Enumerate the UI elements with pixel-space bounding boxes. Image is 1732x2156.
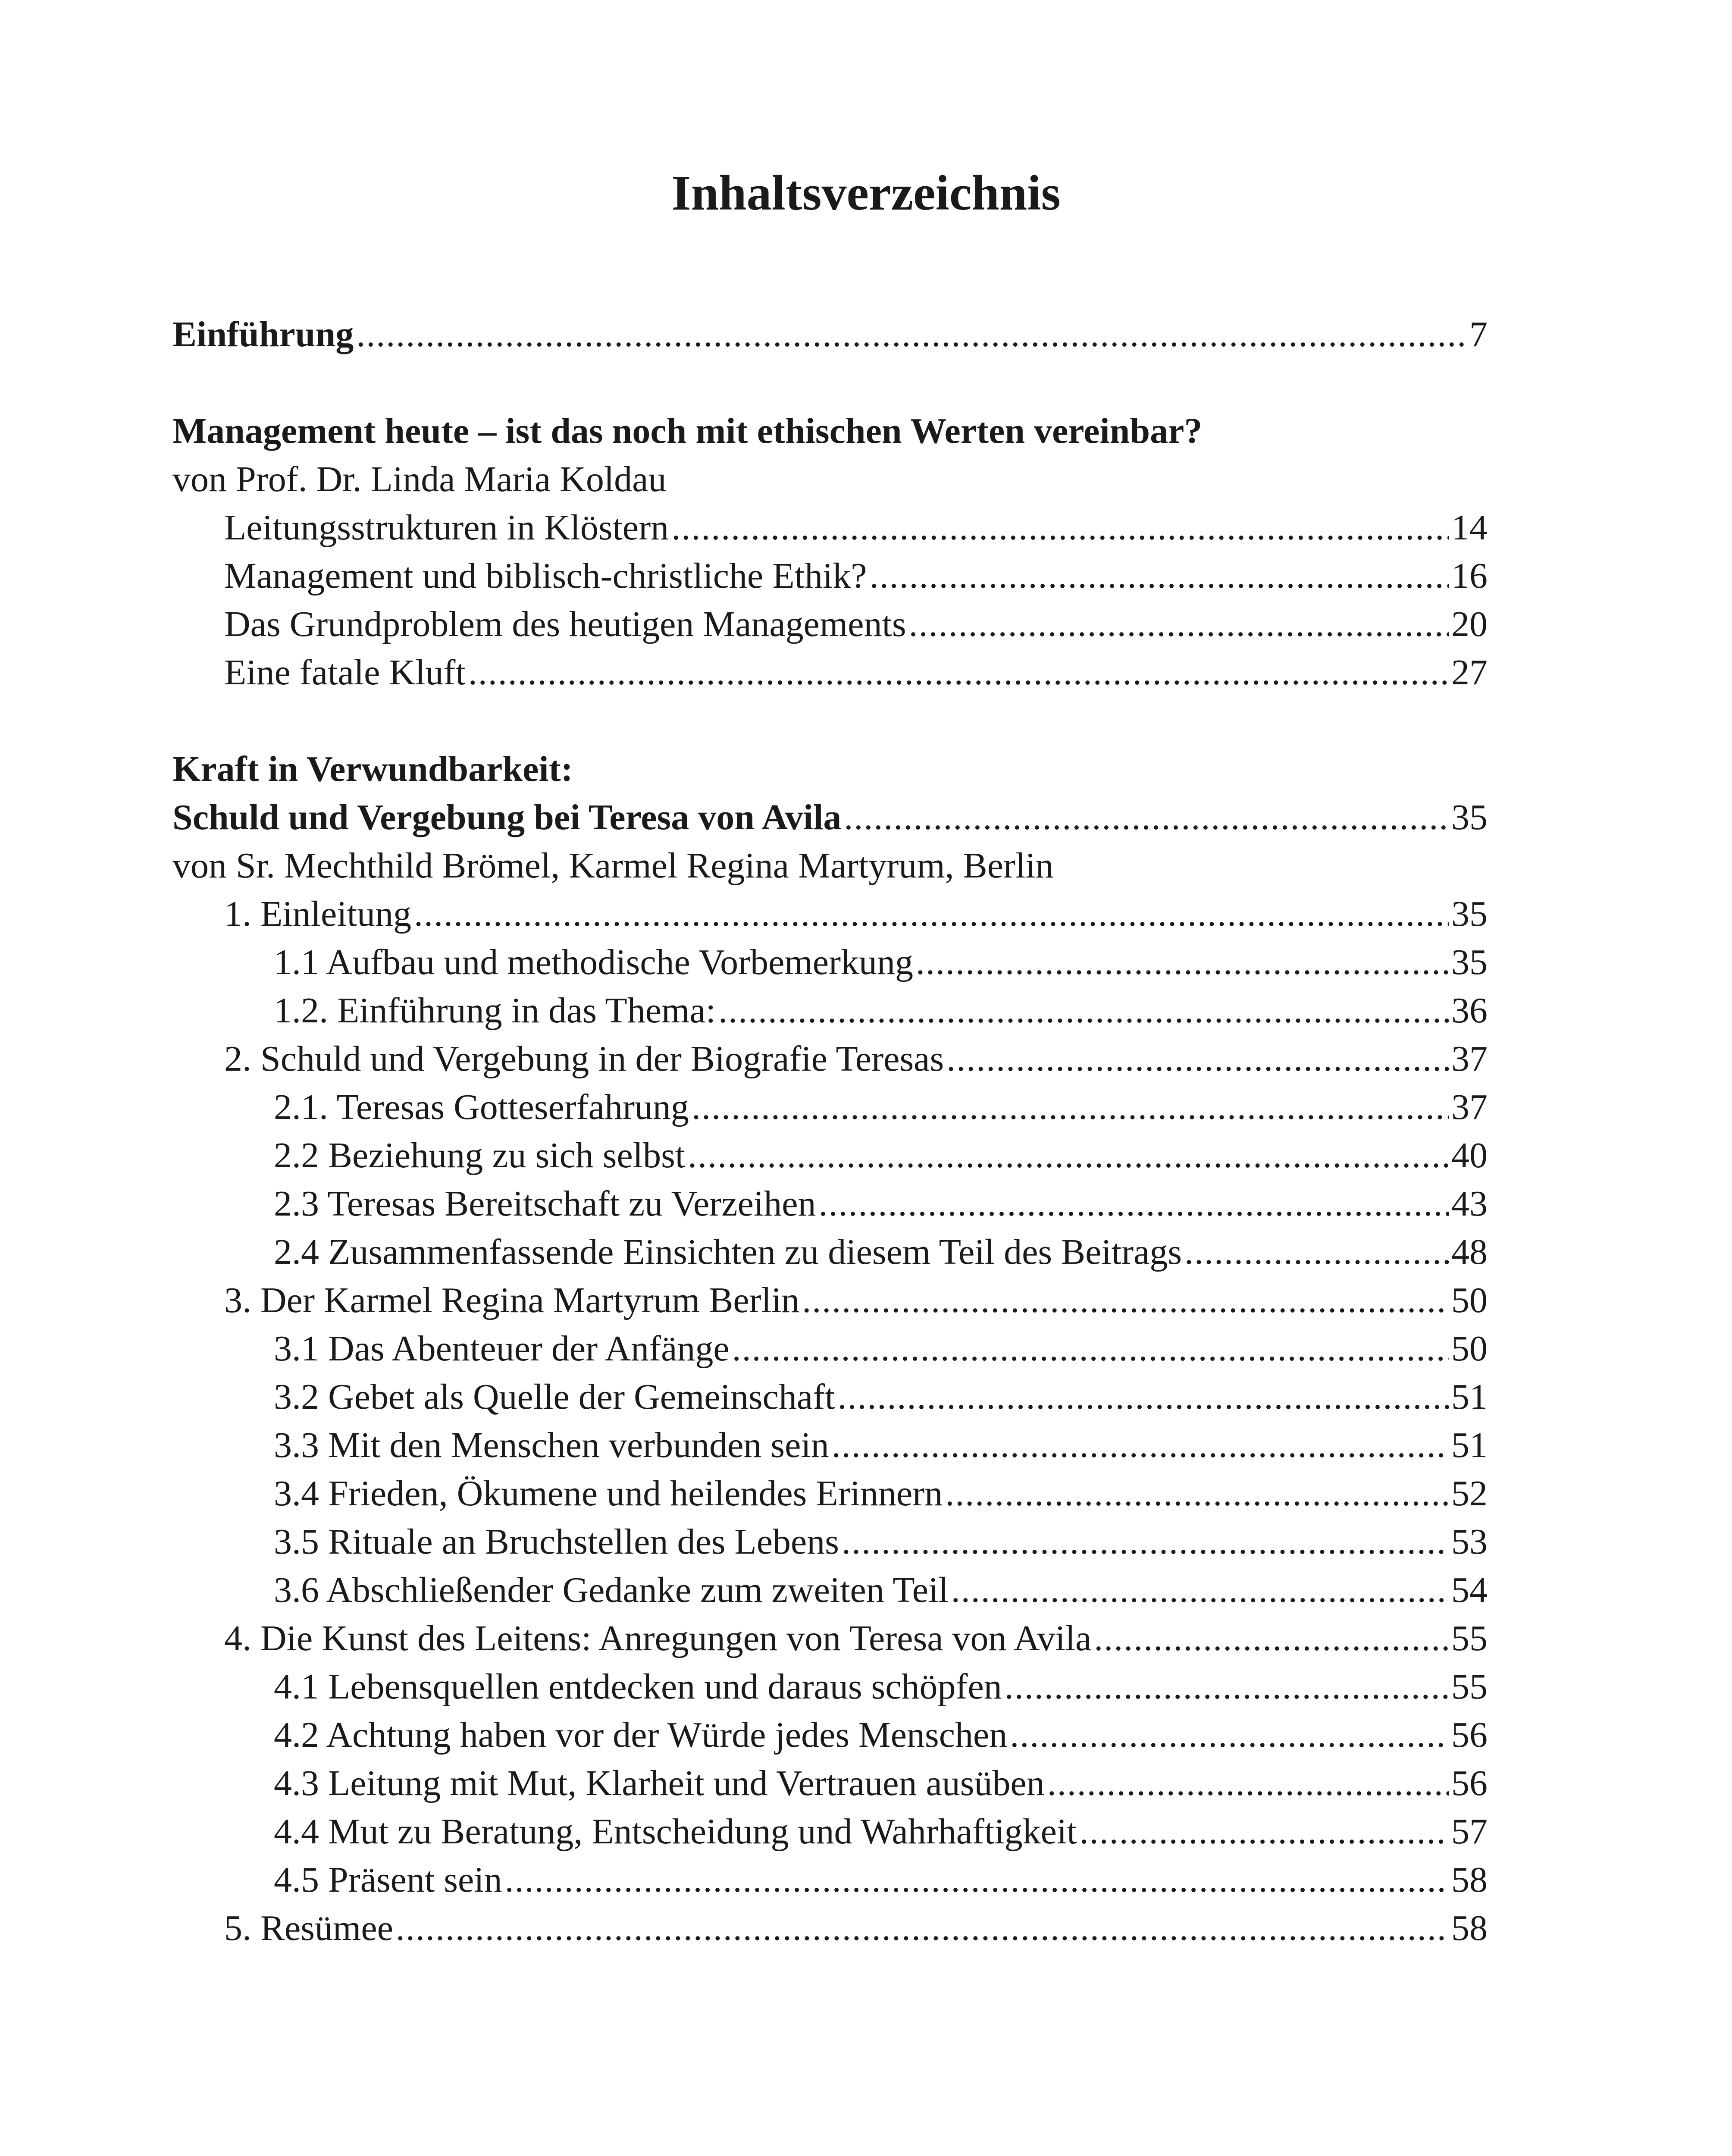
toc-entry-label: 1.2. Einführung in das Thema: — [274, 990, 716, 1031]
toc-entry-label: 4.5 Präsent sein — [274, 1860, 502, 1900]
toc-page-number: 37 — [1451, 1087, 1488, 1127]
toc-page-number: 51 — [1451, 1377, 1488, 1417]
dot-leader — [832, 1421, 1449, 1470]
table-of-contents — [172, 310, 1488, 1952]
toc-entry[interactable] — [172, 1131, 1488, 1180]
section-author — [172, 842, 1488, 890]
toc-page-number: 58 — [1451, 1860, 1488, 1900]
section-heading-text: Schuld und Vergebung bei Teresa von Avila — [172, 797, 842, 837]
dot-leader — [838, 1373, 1449, 1421]
toc-entry-label: Das Grundproblem des heutigen Managements — [224, 604, 906, 644]
toc-entry-label: 3.1 Das Abenteuer der Anfänge — [274, 1329, 730, 1369]
toc-entry[interactable] — [172, 1614, 1488, 1663]
toc-page-number: 14 — [1451, 508, 1488, 548]
toc-entry-label: 2.2 Beziehung zu sich selbst — [274, 1135, 686, 1175]
toc-page-number: 54 — [1451, 1570, 1488, 1610]
dot-leader — [870, 552, 1449, 600]
toc-page-number: 52 — [1451, 1473, 1488, 1514]
toc-page-number: 50 — [1451, 1280, 1488, 1320]
toc-entry[interactable] — [172, 1808, 1488, 1856]
toc-entry-label: 3.3 Mit den Menschen verbunden sein — [274, 1425, 829, 1465]
toc-entry[interactable] — [172, 1566, 1488, 1614]
toc-page-number: 20 — [1451, 604, 1488, 644]
toc-page-number: 48 — [1451, 1232, 1488, 1272]
toc-page-number: 57 — [1451, 1811, 1488, 1852]
toc-entry[interactable] — [172, 1904, 1488, 1952]
toc-entry-label: Management und biblisch-christliche Ethik? — [224, 556, 867, 596]
dot-leader — [505, 1856, 1449, 1904]
toc-page-number: 36 — [1451, 990, 1488, 1031]
toc-page-number: 43 — [1451, 1184, 1488, 1224]
section-heading-text: Kraft in Verwundbarkeit: — [172, 749, 573, 789]
dot-leader — [909, 600, 1449, 649]
toc-page-number: 51 — [1451, 1425, 1488, 1465]
toc-entry-label: 2.3 Teresas Bereitschaft zu Verzeihen — [274, 1184, 816, 1224]
section-author-text: von Prof. Dr. Linda Maria Koldau — [172, 459, 667, 499]
toc-page-number: 7 — [1469, 314, 1488, 354]
toc-page-number: 55 — [1451, 1667, 1488, 1707]
toc-page-number: 16 — [1451, 556, 1488, 596]
dot-leader — [945, 1470, 1449, 1518]
toc-entry[interactable] — [172, 987, 1488, 1035]
toc-page-number: 40 — [1451, 1135, 1488, 1175]
toc-entry-label: 4.2 Achtung haben vor der Würde jedes Menschen — [274, 1715, 1008, 1755]
dot-leader — [916, 938, 1449, 987]
dot-leader — [692, 1083, 1449, 1131]
toc-page-number: 37 — [1451, 1039, 1488, 1079]
toc-entry[interactable] — [172, 1663, 1488, 1711]
section-spacer — [172, 697, 1488, 745]
toc-entry-label: 3. Der Karmel Regina Martyrum Berlin — [224, 1280, 800, 1320]
dot-leader — [414, 890, 1449, 938]
toc-page-number: 27 — [1451, 652, 1488, 693]
toc-entry-label: 3.5 Rituale an Bruchstellen des Lebens — [274, 1522, 839, 1562]
dot-leader — [356, 310, 1467, 359]
section-heading — [172, 407, 1488, 455]
dot-leader — [732, 1325, 1449, 1373]
section-spacer — [172, 359, 1488, 407]
dot-leader — [802, 1276, 1449, 1325]
toc-entry[interactable] — [172, 1421, 1488, 1470]
toc-entry[interactable] — [172, 938, 1488, 987]
dot-leader — [1010, 1711, 1449, 1759]
toc-page-number: 56 — [1451, 1763, 1488, 1803]
toc-entry[interactable] — [172, 1180, 1488, 1228]
toc-entry-label: 1. Einleitung — [224, 894, 411, 934]
dot-leader — [718, 987, 1449, 1035]
toc-entry[interactable] — [172, 1276, 1488, 1325]
dot-leader — [688, 1131, 1449, 1180]
toc-entry-label: 4. Die Kunst des Leitens: Anregungen von Teresa von Avila — [224, 1618, 1092, 1658]
toc-entry[interactable] — [172, 1759, 1488, 1808]
toc-entry-label: 3.4 Frieden, Ökumene und heilendes Erinnern — [274, 1473, 943, 1514]
toc-entry[interactable] — [172, 1228, 1488, 1276]
toc-entry[interactable] — [172, 1035, 1488, 1083]
toc-entry-label: 2.1. Teresas Gotteserfahrung — [274, 1087, 689, 1127]
dot-leader — [844, 793, 1449, 842]
toc-entry[interactable] — [172, 1470, 1488, 1518]
toc-entry[interactable] — [172, 1518, 1488, 1566]
section-author — [172, 455, 1488, 504]
toc-entry-section-heading[interactable] — [172, 793, 1488, 842]
toc-entry[interactable] — [172, 504, 1488, 552]
toc-entry-label: 2. Schuld und Vergebung in der Biografie Teresas — [224, 1039, 944, 1079]
toc-entry-introduction[interactable] — [172, 310, 1488, 359]
toc-page-number: 35 — [1451, 942, 1488, 982]
toc-page-number: 50 — [1451, 1329, 1488, 1369]
dot-leader — [946, 1035, 1449, 1083]
dot-leader — [396, 1904, 1449, 1952]
toc-page-number: 35 — [1451, 797, 1488, 837]
toc-entry[interactable] — [172, 1711, 1488, 1759]
page-title: Inhaltsverzeichnis — [671, 166, 1061, 221]
toc-page-number: 55 — [1451, 1618, 1488, 1658]
toc-page-number: 56 — [1451, 1715, 1488, 1755]
toc-entry-label: Eine fatale Kluft — [224, 652, 466, 693]
toc-entry-label: 4.4 Mut zu Beratung, Entscheidung und Wahrhaftigkeit — [274, 1811, 1077, 1852]
toc-entry[interactable] — [172, 1373, 1488, 1421]
toc-entry-label: 4.3 Leitung mit Mut, Klarheit und Vertrauen ausüben — [274, 1763, 1045, 1803]
dot-leader — [951, 1566, 1449, 1614]
toc-entry[interactable] — [172, 1083, 1488, 1131]
toc-entry-label: 5. Resümee — [224, 1908, 393, 1948]
section-heading-text: Management heute – ist das noch mit ethischen Werten vereinbar? — [172, 411, 1203, 451]
toc-entry-label: 3.6 Abschließender Gedanke zum zweiten Teil — [274, 1570, 949, 1610]
toc-entry-label: 4.1 Lebensquellen entdecken und daraus schöpfen — [274, 1667, 1002, 1707]
dot-leader — [1094, 1614, 1449, 1663]
toc-entry[interactable] — [172, 890, 1488, 938]
toc-entry-label: 2.4 Zusammenfassende Einsichten zu diesem Teil des Beitrags — [274, 1232, 1182, 1272]
toc-entry-label: 3.2 Gebet als Quelle der Gemeinschaft — [274, 1377, 835, 1417]
toc-page-number: 58 — [1451, 1908, 1488, 1948]
dot-leader — [671, 504, 1449, 552]
toc-entry[interactable] — [172, 600, 1488, 649]
dot-leader — [1184, 1228, 1449, 1276]
toc-page-number: 35 — [1451, 894, 1488, 934]
toc-entry[interactable] — [172, 649, 1488, 697]
toc-entry-label: Leitungsstrukturen in Klöstern — [224, 508, 669, 548]
dot-leader — [1080, 1808, 1449, 1856]
dot-leader — [819, 1180, 1449, 1228]
dot-leader — [1047, 1759, 1449, 1808]
dot-leader — [1005, 1663, 1449, 1711]
dot-leader — [468, 649, 1449, 697]
toc-entry[interactable] — [172, 552, 1488, 600]
section-author-text: von Sr. Mechthild Brömel, Karmel Regina Martyrum, Berlin — [172, 846, 1054, 886]
toc-entry-label: Einführung — [172, 314, 354, 354]
toc-entry[interactable] — [172, 1856, 1488, 1904]
dot-leader — [842, 1518, 1449, 1566]
toc-page-number: 53 — [1451, 1522, 1488, 1562]
toc-entry-label: 1.1 Aufbau und methodische Vorbemerkung — [274, 942, 914, 982]
toc-entry[interactable] — [172, 1325, 1488, 1373]
section-heading — [172, 745, 1488, 793]
